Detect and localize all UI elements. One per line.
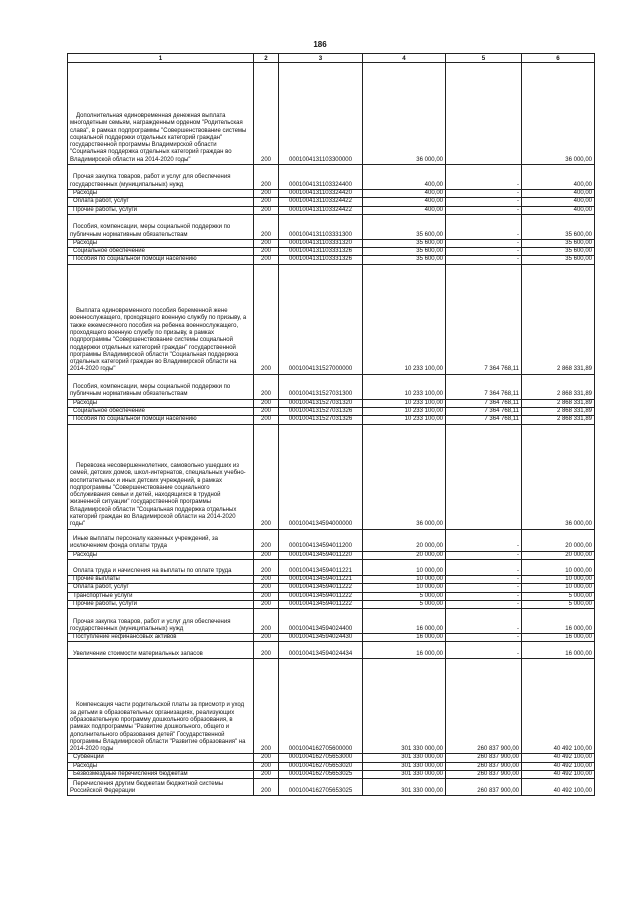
row-code-cell: 0001004131527000000	[279, 264, 363, 374]
row-approved-cell: 35 600,00	[363, 256, 446, 264]
row-remaining-cell: 20 000,00	[522, 551, 595, 559]
row-code-cell: 0001004131103300000	[279, 63, 363, 165]
row-grbs-cell: 200	[254, 198, 279, 206]
row-code-cell: 0001004131103331326	[279, 248, 363, 256]
row-approved-cell: 301 330 000,00	[363, 762, 446, 770]
row-name-cell: Увеличение стоимости материальных запасов	[68, 642, 254, 659]
row-approved-cell: 35 600,00	[363, 239, 446, 247]
row-code-cell: 0001004134594011221	[279, 575, 363, 583]
row-code-cell: 0001004131103324400	[279, 165, 363, 190]
row-name-cell: Выплата единовременного пособия беременной жене военнослужащего, проходящего военную службу по призыву, а также ежемесячного пособия на ребенка военнослужащего, проходящего военную службу по призыву, в рамках подпрограммы "Совершенствование системы социальной поддержки отдельных категорий граждан" государственной программы Владимирской области "Социальная поддержка отдельных категорий граждан во Владимирской области на 2014-2020 годы"	[68, 264, 254, 374]
row-name-cell: Оплата труда и начисления на выплаты по оплате труда	[68, 559, 254, 575]
row-code-cell: 0001004162705600000	[279, 659, 363, 754]
row-executed-cell: -	[446, 248, 522, 256]
table-row	[68, 408, 595, 416]
row-executed-cell: -	[446, 198, 522, 206]
row-code-cell: 0001004131527031326	[279, 408, 363, 416]
row-remaining-cell: 16 000,00	[522, 634, 595, 642]
row-code-cell: 0001004134594024434	[279, 642, 363, 659]
row-grbs-cell: 200	[254, 609, 279, 634]
table-row	[68, 399, 595, 407]
row-code-cell: 0001004134594024430	[279, 634, 363, 642]
row-remaining-cell: 5 000,00	[522, 600, 595, 608]
row-executed-cell: -	[446, 559, 522, 575]
table-row	[68, 609, 595, 634]
row-remaining-cell: 16 000,00	[522, 642, 595, 659]
row-code-cell: 0001004131527031326	[279, 416, 363, 424]
row-executed-cell	[446, 63, 522, 165]
row-executed-cell: 260 837 900,00	[446, 771, 522, 779]
row-remaining-cell: 2 868 331,89	[522, 399, 595, 407]
row-code-cell: 0001004131103331300	[279, 214, 363, 239]
table-row	[68, 659, 595, 754]
row-remaining-cell: 35 600,00	[522, 239, 595, 247]
table-row	[68, 551, 595, 559]
row-approved-cell: 35 600,00	[363, 248, 446, 256]
row-approved-cell: 10 000,00	[363, 559, 446, 575]
row-name-cell: Прочая закупка товаров, работ и услуг для обеспечения государственных (муниципальных) нужд	[68, 165, 254, 190]
row-executed-cell: -	[446, 584, 522, 592]
row-executed-cell: 260 837 900,00	[446, 754, 522, 762]
row-remaining-cell: 40 492 100,00	[522, 754, 595, 762]
column-header: 2	[254, 54, 279, 63]
row-code-cell: 0001004134594011200	[279, 529, 363, 551]
row-remaining-cell: 40 492 100,00	[522, 659, 595, 754]
page-number: 186	[313, 40, 327, 49]
row-executed-cell: 260 837 900,00	[446, 762, 522, 770]
row-grbs-cell: 200	[254, 165, 279, 190]
row-name-cell: Иные выплаты персоналу казенных учреждений, за исключением фонда оплаты труда	[68, 529, 254, 551]
row-name-cell: Расходы	[68, 239, 254, 247]
row-approved-cell: 301 330 000,00	[363, 754, 446, 762]
row-approved-cell: 10 000,00	[363, 575, 446, 583]
table-row	[68, 762, 595, 770]
row-executed-cell: -	[446, 529, 522, 551]
row-name-cell: Прочие работы, услуги	[68, 206, 254, 214]
row-grbs-cell: 200	[254, 754, 279, 762]
table-row	[68, 592, 595, 600]
row-name-cell: Поступление нефинансовых активов	[68, 634, 254, 642]
row-approved-cell: 10 233 100,00	[363, 416, 446, 424]
row-executed-cell: 7 364 768,11	[446, 374, 522, 399]
row-executed-cell	[446, 424, 522, 529]
table-row	[68, 559, 595, 575]
row-code-cell: 0001004162705653000	[279, 754, 363, 762]
row-name-cell: Расходы	[68, 399, 254, 407]
row-name-cell: Пособия по социальной помощи населению	[68, 256, 254, 264]
row-name-cell: Оплата работ, услуг	[68, 584, 254, 592]
table-row	[68, 416, 595, 424]
row-remaining-cell: 400,00	[522, 198, 595, 206]
row-code-cell: 0001004131527031300	[279, 374, 363, 399]
row-executed-cell: -	[446, 239, 522, 247]
table-row	[68, 600, 595, 608]
row-grbs-cell: 200	[254, 779, 279, 796]
row-remaining-cell: 5 000,00	[522, 592, 595, 600]
row-remaining-cell: 400,00	[522, 206, 595, 214]
row-executed-cell: -	[446, 190, 522, 198]
row-approved-cell: 10 233 100,00	[363, 264, 446, 374]
row-name-cell: Перечисления другим бюджетам бюджетной системы Российской Федерации	[68, 779, 254, 796]
row-code-cell: 0001004162705653025	[279, 771, 363, 779]
table-row	[68, 642, 595, 659]
row-remaining-cell: 2 868 331,89	[522, 264, 595, 374]
row-grbs-cell: 200	[254, 206, 279, 214]
row-name-cell: Социальное обеспечение	[68, 408, 254, 416]
column-header: 3	[279, 54, 363, 63]
row-code-cell: 0001004134594000000	[279, 424, 363, 529]
row-grbs-cell: 200	[254, 584, 279, 592]
row-approved-cell: 16 000,00	[363, 642, 446, 659]
table-row	[68, 424, 595, 529]
row-name-cell: Прочая закупка товаров, работ и услуг для обеспечения государственных (муниципальных) нужд	[68, 609, 254, 634]
row-grbs-cell: 200	[254, 416, 279, 424]
row-code-cell: 0001004131103331326	[279, 256, 363, 264]
row-grbs-cell: 200	[254, 762, 279, 770]
row-executed-cell: -	[446, 575, 522, 583]
row-grbs-cell: 200	[254, 214, 279, 239]
row-grbs-cell: 200	[254, 374, 279, 399]
row-remaining-cell: 400,00	[522, 165, 595, 190]
row-grbs-cell: 200	[254, 634, 279, 642]
row-grbs-cell: 200	[254, 248, 279, 256]
row-name-cell: Перевозка несовершеннолетних, самовольно ушедших из семей, детских домов, школ-интернатов, специальных учебно-воспитательных и иных детских учреждений, в рамках подпрограммы "Совершенствование социального обслуживания семьи и детей, находящихся в трудной жизненной ситуации" государственной программы Владимирской области "Социальная поддержка отдельных категорий граждан во Владимирской области на 2014-2020 годы"	[68, 424, 254, 529]
row-approved-cell: 10 000,00	[363, 584, 446, 592]
row-executed-cell: -	[446, 600, 522, 608]
row-approved-cell: 35 600,00	[363, 214, 446, 239]
table-row	[68, 63, 595, 165]
row-remaining-cell: 2 868 331,89	[522, 416, 595, 424]
row-grbs-cell: 200	[254, 424, 279, 529]
row-approved-cell: 20 000,00	[363, 529, 446, 551]
row-code-cell: 0001004131103324420	[279, 190, 363, 198]
row-approved-cell: 400,00	[363, 198, 446, 206]
row-name-cell: Расходы	[68, 190, 254, 198]
row-executed-cell: 7 364 768,11	[446, 416, 522, 424]
row-code-cell: 0001004162705653020	[279, 762, 363, 770]
row-name-cell: Пособия, компенсации, меры социальной поддержки по публичным нормативным обязательствам	[68, 214, 254, 239]
row-grbs-cell: 200	[254, 256, 279, 264]
row-name-cell: Прочие выплаты	[68, 575, 254, 583]
row-code-cell: 0001004134594011222	[279, 600, 363, 608]
row-approved-cell: 36 000,00	[363, 424, 446, 529]
row-remaining-cell: 35 600,00	[522, 214, 595, 239]
row-executed-cell: -	[446, 634, 522, 642]
table-row	[68, 634, 595, 642]
row-grbs-cell: 200	[254, 600, 279, 608]
table-row	[68, 529, 595, 551]
row-remaining-cell: 10 000,00	[522, 559, 595, 575]
row-approved-cell: 10 233 100,00	[363, 408, 446, 416]
row-executed-cell: -	[446, 165, 522, 190]
row-approved-cell: 10 233 100,00	[363, 399, 446, 407]
column-header: 6	[522, 54, 595, 63]
row-executed-cell: 7 364 768,11	[446, 408, 522, 416]
table-row	[68, 239, 595, 247]
row-executed-cell: -	[446, 214, 522, 239]
row-executed-cell: 260 837 900,00	[446, 779, 522, 796]
row-approved-cell: 36 000,00	[363, 63, 446, 165]
table-row	[68, 214, 595, 239]
table-row	[68, 771, 595, 779]
row-grbs-cell: 200	[254, 239, 279, 247]
row-remaining-cell: 2 868 331,89	[522, 408, 595, 416]
table-row	[68, 165, 595, 190]
row-grbs-cell: 200	[254, 592, 279, 600]
row-code-cell: 0001004131103331320	[279, 239, 363, 247]
row-code-cell: 0001004134594024400	[279, 609, 363, 634]
row-code-cell: 0001004134594011222	[279, 584, 363, 592]
row-grbs-cell: 200	[254, 529, 279, 551]
row-remaining-cell: 36 000,00	[522, 424, 595, 529]
row-remaining-cell: 10 000,00	[522, 575, 595, 583]
budget-table	[67, 53, 595, 796]
row-name-cell: Компенсация части родительской платы за присмотр и уход за детьми в образовательных организациях, реализующих образовательную программу дошкольного образования, в рамках подпрограммы "Развитие дошкольного, общего и дополнительного образования детей" Государственной программы Владимирской области "Развитие образования" на 2014-2020 годы	[68, 659, 254, 754]
row-approved-cell: 16 000,00	[363, 634, 446, 642]
row-executed-cell: -	[446, 592, 522, 600]
row-name-cell: Транспортные услуги	[68, 592, 254, 600]
row-remaining-cell: 40 492 100,00	[522, 771, 595, 779]
row-remaining-cell: 35 600,00	[522, 256, 595, 264]
row-grbs-cell: 200	[254, 190, 279, 198]
table-row	[68, 206, 595, 214]
row-code-cell: 0001004134594011222	[279, 592, 363, 600]
row-remaining-cell: 20 000,00	[522, 529, 595, 551]
row-name-cell: Расходы	[68, 551, 254, 559]
row-name-cell: Субвенции	[68, 754, 254, 762]
row-approved-cell: 5 000,00	[363, 592, 446, 600]
row-name-cell: Безвозмездные перечисления бюджетам	[68, 771, 254, 779]
row-remaining-cell: 400,00	[522, 190, 595, 198]
row-grbs-cell: 200	[254, 264, 279, 374]
row-grbs-cell: 200	[254, 642, 279, 659]
row-code-cell: 0001004162705653025	[279, 779, 363, 796]
row-remaining-cell: 2 868 331,89	[522, 374, 595, 399]
row-executed-cell: -	[446, 256, 522, 264]
row-approved-cell: 5 000,00	[363, 600, 446, 608]
row-code-cell: 0001004134594011220	[279, 551, 363, 559]
row-approved-cell: 301 330 000,00	[363, 779, 446, 796]
row-approved-cell: 301 330 000,00	[363, 771, 446, 779]
row-name-cell: Пособия по социальной помощи населению	[68, 416, 254, 424]
row-remaining-cell: 40 492 100,00	[522, 779, 595, 796]
table-row	[68, 779, 595, 796]
row-grbs-cell: 200	[254, 659, 279, 754]
row-name-cell: Социальное обеспечение	[68, 248, 254, 256]
table-row	[68, 256, 595, 264]
table-row	[68, 190, 595, 198]
row-executed-cell: -	[446, 206, 522, 214]
table-row	[68, 374, 595, 399]
row-code-cell: 0001004134594011221	[279, 559, 363, 575]
row-grbs-cell: 200	[254, 575, 279, 583]
table-row	[68, 248, 595, 256]
table-row	[68, 575, 595, 583]
row-executed-cell: 7 364 768,11	[446, 264, 522, 374]
row-name-cell: Прочие работы, услуги	[68, 600, 254, 608]
row-grbs-cell: 200	[254, 63, 279, 165]
row-grbs-cell: 200	[254, 559, 279, 575]
column-header: 4	[363, 54, 446, 63]
row-remaining-cell: 40 492 100,00	[522, 762, 595, 770]
row-grbs-cell: 200	[254, 399, 279, 407]
row-grbs-cell: 200	[254, 771, 279, 779]
row-code-cell: 0001004131103324422	[279, 206, 363, 214]
row-remaining-cell: 10 000,00	[522, 584, 595, 592]
row-executed-cell: 7 364 768,11	[446, 399, 522, 407]
row-approved-cell: 400,00	[363, 190, 446, 198]
row-approved-cell: 400,00	[363, 206, 446, 214]
row-code-cell: 0001004131103324422	[279, 198, 363, 206]
row-remaining-cell: 36 000,00	[522, 63, 595, 165]
row-approved-cell: 16 000,00	[363, 609, 446, 634]
row-grbs-cell: 200	[254, 551, 279, 559]
row-executed-cell: -	[446, 609, 522, 634]
row-executed-cell: -	[446, 642, 522, 659]
table-header-row	[68, 54, 595, 63]
row-approved-cell: 10 233 100,00	[363, 374, 446, 399]
row-remaining-cell: 16 000,00	[522, 609, 595, 634]
row-name-cell: Пособия, компенсации, меры социальной поддержки по публичным нормативным обязательствам	[68, 374, 254, 399]
row-name-cell: Расходы	[68, 762, 254, 770]
row-approved-cell: 400,00	[363, 165, 446, 190]
row-name-cell: Оплата работ, услуг	[68, 198, 254, 206]
row-approved-cell: 301 330 000,00	[363, 659, 446, 754]
row-executed-cell: 260 837 900,00	[446, 659, 522, 754]
row-executed-cell: -	[446, 551, 522, 559]
table-row	[68, 198, 595, 206]
column-header: 5	[446, 54, 522, 63]
row-approved-cell: 20 000,00	[363, 551, 446, 559]
row-code-cell: 0001004131527031320	[279, 399, 363, 407]
row-name-cell: Дополнительная единовременная денежная выплата многодетным семьям, награжденным орденом "Родительская слава", в рамках подпрограммы "Совершенствование системы социальной поддержки отдельных категорий граждан" государственной программы Владимирской области "Социальная поддержка отдельных категорий граждан во Владимирской области на 2014-2020 годы"	[68, 63, 254, 165]
row-remaining-cell: 35 600,00	[522, 248, 595, 256]
table-row	[68, 584, 595, 592]
table-row	[68, 754, 595, 762]
column-header: 1	[68, 54, 254, 63]
table-row	[68, 264, 595, 374]
row-grbs-cell: 200	[254, 408, 279, 416]
